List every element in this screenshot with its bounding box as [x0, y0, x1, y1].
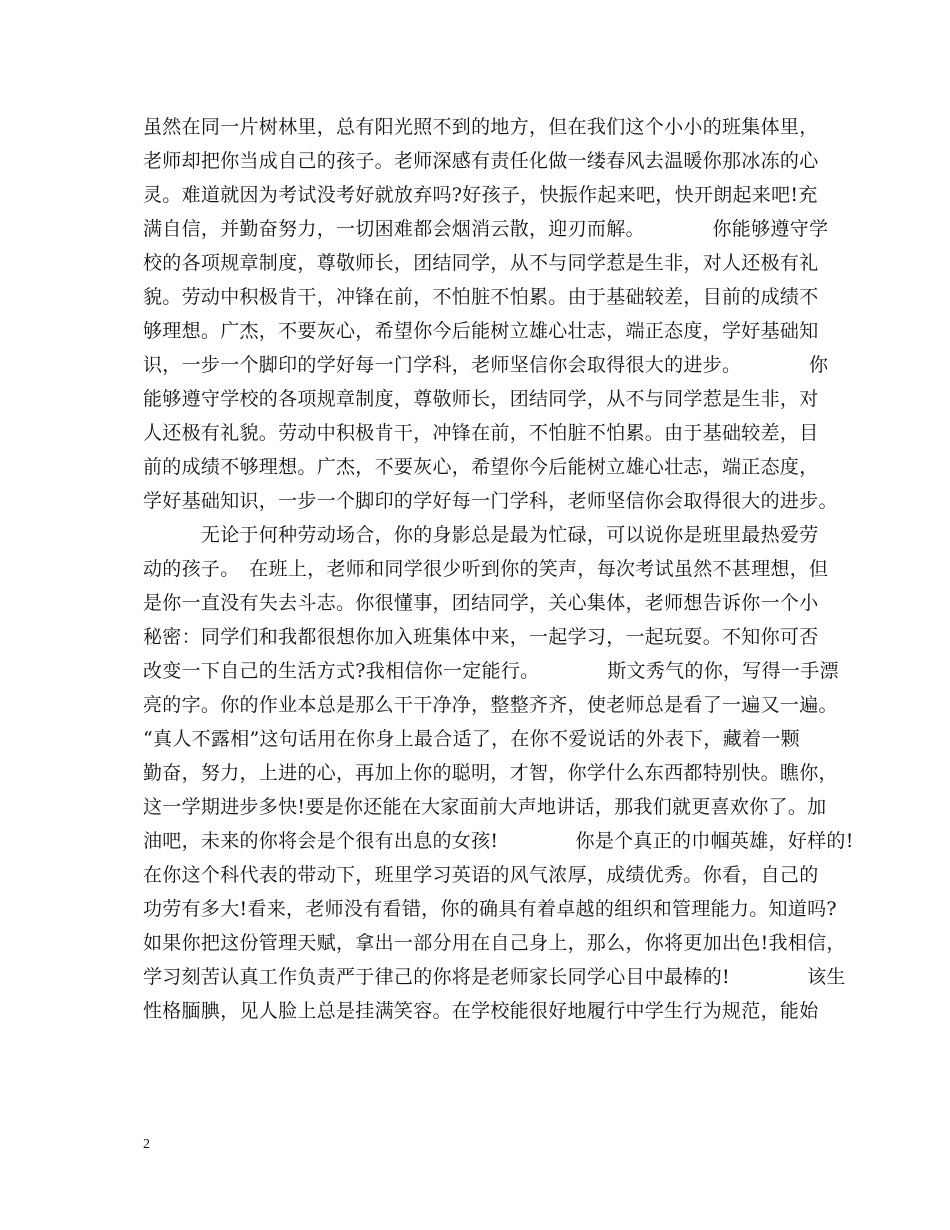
text-line: 功劳有多大!看来，老师没有看错，你的确具有着卓越的组织和管理能力。知道吗? — [143, 898, 837, 920]
text-line: 性格腼腆，见人脸上总是挂满笑容。在学校能很好地履行中学生行为规范，能始 — [143, 1000, 819, 1022]
text-line: 前的成绩不够理想。广杰，不要灰心，希望你今后能树立雄心壮志，端正态度， — [143, 456, 819, 478]
text-line: 能够遵守学校的各项规章制度，尊敬师长，团结同学，从不与同学惹是生非，对 — [143, 388, 819, 410]
text-line: 在你这个科代表的带动下，班里学习英语的风气浓厚，成绩优秀。你看，自己的 — [143, 864, 819, 886]
page-number: 2 — [143, 1137, 150, 1152]
text-line: 识，一步一个脚印的学好每一门学科，老师坚信你会取得很大的进步。 你 — [143, 354, 829, 376]
text-line: 是你一直没有失去斗志。你很懂事，团结同学，关心集体，老师想告诉你一个小 — [143, 592, 819, 614]
text-line: 够理想。广杰，不要灰心，希望你今后能树立雄心壮志，端正态度，学好基础知 — [143, 320, 819, 342]
text-line: 虽然在同一片树林里，总有阳光照不到的地方，但在我们这个小小的班集体里， — [143, 116, 819, 138]
text-line: 油吧，未来的你将会是个很有出息的女孩! 你是个真正的巾帼英雄，好样的! — [143, 830, 854, 852]
text-line: 学习刻苦认真工作负责严于律己的你将是老师家长同学心目中最棒的! 该生 — [143, 966, 846, 988]
text-line: 学好基础知识，一步一个脚印的学好每一门学科，老师坚信你会取得很大的进步。 — [143, 490, 838, 512]
text-line: 如果你把这份管理天赋，拿出一部分用在自己身上，那么，你将更加出色!我相信， — [143, 932, 846, 954]
text-line: 人还极有礼貌。劳动中积极肯干，冲锋在前，不怕脏不怕累。由于基础较差，目 — [143, 422, 819, 444]
text-line: 这一学期进步多快!要是你还能在大家面前大声地讲话，那我们就更喜欢你了。加 — [143, 796, 827, 818]
text-line: 改变一下自己的生活方式?我相信你一定能行。 斯文秀气的你，写得一手漂 — [143, 660, 839, 682]
text-line: 勤奋，努力，上进的心，再加上你的聪明，才智，你学什么东西都特别快。瞧你， — [143, 762, 838, 784]
text-line: 灵。难道就因为考试没考好就放弃吗?好孩子，快振作起来吧，快开朗起来吧!充 — [143, 184, 818, 206]
text-line: 无论于何种劳动场合，你的身影总是最为忙碌，可以说你是班里最热爱劳 — [143, 524, 819, 546]
text-line: 老师却把你当成自己的孩子。老师深感有责任化做一缕春风去温暖你那冰冻的心 — [143, 150, 819, 172]
text-line: “真人不露相”这句话用在你身上最合适了，在你不爱说话的外表下，藏着一颗 — [143, 728, 800, 750]
text-line: 校的各项规章制度，尊敬师长，团结同学，从不与同学惹是生非，对人还极有礼 — [143, 252, 819, 274]
text-line: 秘密：同学们和我都很想你加入班集体中来，一起学习，一起玩耍。不知你可否 — [143, 626, 819, 648]
text-line: 亮的字。你的作业本总是那么干干净净，整整齐齐，使老师总是看了一遍又一遍。 — [143, 694, 838, 716]
text-line: 动的孩子。 在班上，老师和同学很少听到你的笑声，每次考试虽然不甚理想，但 — [143, 558, 829, 580]
text-line: 满自信，并勤奋努力，一切困难都会烟消云散，迎刃而解。 你能够遵守学 — [143, 218, 829, 240]
text-line: 貌。劳动中积极肯干，冲锋在前，不怕脏不怕累。由于基础较差，目前的成绩不 — [143, 286, 819, 308]
